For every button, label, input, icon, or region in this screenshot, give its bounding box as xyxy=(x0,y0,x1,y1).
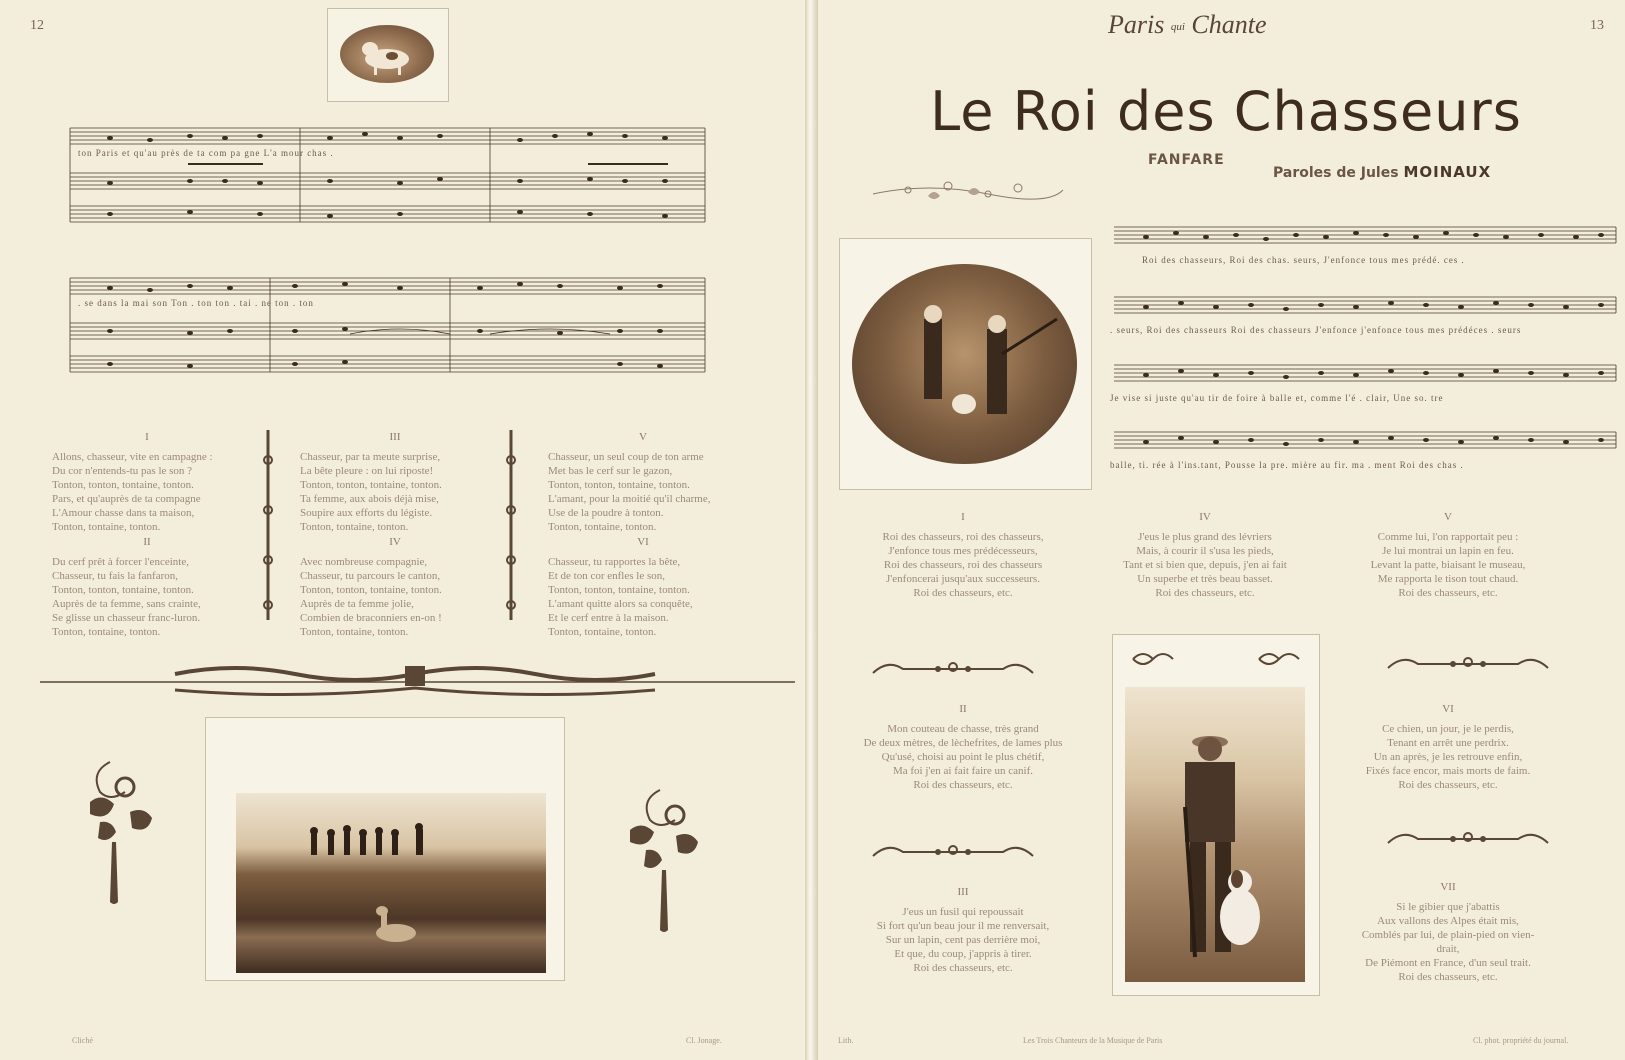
verse-r2 xyxy=(848,702,1078,792)
verse-line: Avec nombreuse compagnie, xyxy=(300,556,428,568)
verse-number: VI xyxy=(1442,703,1454,715)
verse-line: Du cerf prêt à forcer l'enceinte, xyxy=(52,556,189,568)
verse-line: Tonton, tonton, tontaine, tonton. xyxy=(52,479,194,491)
verse-r3 xyxy=(848,885,1078,975)
verse-r7 xyxy=(1333,880,1563,984)
verse-line: Mais, à courir il s'usa les pieds, xyxy=(1136,545,1274,557)
music-lyrics-line-1: Roi des chasseurs, Roi des chas. seurs, J'enfonce tous mes prédé. ces . xyxy=(1142,255,1465,265)
verse-line: Levant la patte, biaisant le museau, xyxy=(1370,559,1526,571)
verse-line: Tonton, tonton, tontaine, tonton. xyxy=(52,584,194,596)
verse-line: Roi des chasseurs, etc. xyxy=(913,587,1013,599)
verse-line: J'enfonce tous mes prédécesseurs, xyxy=(888,545,1038,557)
verse-line: Pars, et qu'auprès de ta compagne xyxy=(52,493,201,505)
verse-number: II xyxy=(143,536,151,548)
right-page xyxy=(818,0,1625,1060)
verse-line: Roi des chasseurs, roi des chasseurs xyxy=(883,559,1043,571)
vertical-divider-ornament-1 xyxy=(261,430,275,620)
verse-line: Tonton, tonton, tontaine, tonton. xyxy=(548,584,690,596)
verse-line: drait, xyxy=(1436,943,1460,955)
verse-5 xyxy=(548,430,738,534)
verse-line: Tonton, tontaine, tonton. xyxy=(52,626,161,638)
masthead-right: Chante xyxy=(1191,10,1267,39)
music-lyrics-line-2: . seurs, Roi des chasseurs Roi des chasseurs J'enfonce j'enfonce tous mes prédéces . seurs xyxy=(1110,325,1522,335)
verse-r5 xyxy=(1333,510,1563,600)
verse-line: Auprès de ta femme jolie, xyxy=(300,598,414,610)
verse-number: I xyxy=(961,511,965,523)
verse-line: Sur un lapin, cent pas derrière moi, xyxy=(885,934,1041,946)
verse-line: Se glisse un chasseur franc-luron. xyxy=(52,612,201,624)
left-page xyxy=(0,0,805,1060)
page-number-left: 12 xyxy=(30,18,44,33)
page-number-right: 13 xyxy=(1590,18,1604,33)
horizontal-ornament-divider xyxy=(35,660,805,700)
vertical-divider-ornament-2 xyxy=(504,430,518,620)
verse-number: VII xyxy=(1440,881,1456,893)
verse-line: Tonton, tonton, tontaine, tonton. xyxy=(300,584,442,596)
verse-line: Un superbe et très beau basset. xyxy=(1137,573,1273,585)
verse-line: L'Amour chasse dans ta maison, xyxy=(52,507,195,519)
scroll-ornament-right-2 xyxy=(1383,825,1553,855)
verse-line: Roi des chasseurs, etc. xyxy=(913,779,1013,791)
verse-line: Et de ton cor enfles le son, xyxy=(548,570,665,582)
poppy-flower-ornament-left xyxy=(70,752,170,912)
verse-line: Tonton, tonton, tontaine, tonton. xyxy=(300,479,442,491)
verse-2 xyxy=(52,535,242,639)
scroll-ornament-left-2 xyxy=(868,838,1038,868)
verse-r6 xyxy=(1333,702,1563,792)
verse-line: De deux mètres, de lèchefrites, de lames plus xyxy=(863,737,1063,749)
verse-line: Roi des chasseurs, etc. xyxy=(1155,587,1255,599)
verse-3 xyxy=(300,430,490,534)
author-prefix: Paroles de Jules xyxy=(1273,165,1399,181)
verse-line: Chasseur, tu fais la fanfaron, xyxy=(52,570,179,582)
footer-credit-center: Les Trois Chanteurs de la Musique de Paris xyxy=(1023,1036,1163,1045)
verse-line: Tonton, tontaine, tonton. xyxy=(300,626,409,638)
poppy-flower-ornament-right xyxy=(620,780,720,940)
children-photo-frame xyxy=(839,238,1092,490)
verse-number: IV xyxy=(389,536,401,548)
masthead xyxy=(1108,10,1267,40)
verse-number: V xyxy=(1444,511,1452,523)
verse-line: Comblés par lui, de plain-pied on vien- xyxy=(1361,929,1535,941)
verse-line: J'eus un fusil qui repoussait xyxy=(902,906,1024,918)
book-gutter xyxy=(805,0,818,1060)
verse-line: Tant et si bien que, depuis, j'en ai fait xyxy=(1123,559,1287,571)
masthead-small: qui xyxy=(1170,21,1185,34)
footer-credit-left: Lith. xyxy=(838,1036,854,1045)
verse-number: III xyxy=(957,886,969,898)
stag-photo-frame xyxy=(205,717,565,981)
verse-line: Allons, chasseur, vite en campagne : xyxy=(52,451,213,463)
verse-line: Tonton, tontaine, tonton. xyxy=(548,521,657,533)
scroll-ornament-left-1 xyxy=(868,655,1038,685)
verse-line: Si le gibier que j'abattis xyxy=(1396,901,1500,913)
verse-line: Tonton, tontaine, tonton. xyxy=(548,626,657,638)
song-sheet-music xyxy=(1086,212,1625,482)
verse-line: Fixés face encor, mais morts de faim. xyxy=(1365,765,1531,777)
verse-line: L'amant quitte alors sa conquête, xyxy=(548,598,693,610)
verse-line: Tonton, tontaine, tonton. xyxy=(52,521,161,533)
verse-line: Un an après, je les retrouve enfin, xyxy=(1373,751,1523,763)
dog-vignette-image xyxy=(340,25,434,83)
verse-line: Et que, du coup, j'appris à tirer. xyxy=(894,948,1032,960)
footer-credit-left: Cliché xyxy=(72,1036,93,1045)
verse-line: Chasseur, tu rapportes la bête, xyxy=(548,556,681,568)
verse-line: J'enfoncerai jusqu'aux successeurs. xyxy=(886,573,1040,585)
verse-line: Soupire aux efforts du légiste. xyxy=(300,507,433,519)
verse-line: L'amant, pour la moitié qu'il charme, xyxy=(548,493,711,505)
verse-line: Ce chien, un jour, je le perdis, xyxy=(1382,723,1514,735)
verse-line: Use de la poudre à tonton. xyxy=(548,507,664,519)
verse-number: III xyxy=(389,431,401,443)
verse-line: Auprès de ta femme, sans crainte, xyxy=(52,598,201,610)
verse-line: Et le cerf entre à la maison. xyxy=(548,612,669,624)
sheet-music-system-1 xyxy=(0,118,805,288)
lyrics-line-1: ton Paris et qu'au près de ta com pa gne L'a mour chas . xyxy=(78,148,334,158)
verse-line: Qu'usé, choisi au point le plus chétif, xyxy=(881,751,1045,763)
footer-credit-right: Cl. Jonage. xyxy=(686,1036,722,1045)
music-lyrics-line-4: balle, ti. rée à l'ins.tant, Pousse la pre. mière au fir. ma . ment Roi des chas . xyxy=(1110,460,1464,470)
verse-number: VI xyxy=(637,536,649,548)
verse-line: Je lui montrai un lapin en feu. xyxy=(1382,545,1514,557)
author-name: MOINAUX xyxy=(1403,163,1492,181)
verse-line: Ma foi j'en ai fait faire un canif. xyxy=(892,765,1034,777)
verse-r4 xyxy=(1090,510,1320,600)
stag-hunt-photo xyxy=(236,793,546,973)
verse-1 xyxy=(52,430,242,534)
verse-line: Roi des chasseurs, roi des chasseurs, xyxy=(882,531,1044,543)
verse-r1 xyxy=(848,510,1078,600)
verse-line: Roi des chasseurs, etc. xyxy=(913,962,1013,974)
frame-ornament-top xyxy=(1113,639,1319,679)
verse-line: Comme lui, l'on rapportait peu : xyxy=(1377,531,1519,543)
verse-line: Roi des chasseurs, etc. xyxy=(1398,587,1498,599)
verse-line: Combien de braconniers en-on ! xyxy=(300,612,442,624)
scroll-ornament-right-1 xyxy=(1383,650,1553,680)
sheet-music-system-2 xyxy=(0,268,805,388)
verse-4 xyxy=(300,535,490,639)
verse-line: Chasseur, un seul coup de ton arme xyxy=(548,451,704,463)
verse-line: Roi des chasseurs, etc. xyxy=(1398,971,1498,983)
children-hunting-photo xyxy=(852,264,1077,464)
verse-line: Aux vallons des Alpes était mis, xyxy=(1377,915,1519,927)
song-author xyxy=(1273,163,1491,181)
verse-line: Chasseur, tu parcours le canton, xyxy=(300,570,441,582)
verse-number: II xyxy=(959,703,967,715)
verse-number: I xyxy=(145,431,149,443)
verse-line: Si fort qu'un beau jour il me renversait, xyxy=(876,920,1050,932)
verse-line: J'eus le plus grand des lévriers xyxy=(1138,531,1272,543)
hunter-with-dog-photo xyxy=(1125,687,1305,982)
floral-spray-ornament xyxy=(868,172,1068,212)
verse-line: De Piémont en France, d'un seul trait. xyxy=(1365,957,1531,969)
verse-line: Du cor n'entends-tu pas le son ? xyxy=(52,465,193,477)
song-subtitle: FANFARE xyxy=(1148,152,1225,168)
verse-line: Ta femme, aux abois déjà mise, xyxy=(300,493,439,505)
verse-line: Mon couteau de chasse, très grand xyxy=(887,723,1039,735)
verse-number: V xyxy=(639,431,647,443)
hunter-photo-frame xyxy=(1112,634,1320,996)
verse-line: Tenant en arrêt une perdrix. xyxy=(1387,737,1509,749)
footer-credit-right: Cl. phot. propriété du journal. xyxy=(1473,1036,1569,1045)
verse-line: Tonton, tonton, tontaine, tonton. xyxy=(548,479,690,491)
verse-line: Tonton, tontaine, tonton. xyxy=(300,521,409,533)
verse-line: Me rapporta le tison tout chaud. xyxy=(1377,573,1519,585)
lyrics-line-2: . se dans la mai son Ton . ton ton . tai . ne ton . ton xyxy=(78,298,314,308)
verse-6 xyxy=(548,535,738,639)
song-title: Le Roi des Chasseurs xyxy=(930,80,1522,143)
verse-line: Roi des chasseurs, etc. xyxy=(1398,779,1498,791)
verse-number: IV xyxy=(1199,511,1211,523)
masthead-left: Paris xyxy=(1108,10,1165,39)
top-vignette-frame xyxy=(327,8,449,102)
verse-line: Chasseur, par ta meute surprise, xyxy=(300,451,441,463)
music-lyrics-line-3: Je vise si juste qu'au tir de foire à balle et, comme l'é . clair, Une so. tre xyxy=(1110,393,1444,403)
verse-line: La bête pleure : on lui riposte! xyxy=(300,465,434,477)
verse-line: Met bas le cerf sur le gazon, xyxy=(548,465,673,477)
